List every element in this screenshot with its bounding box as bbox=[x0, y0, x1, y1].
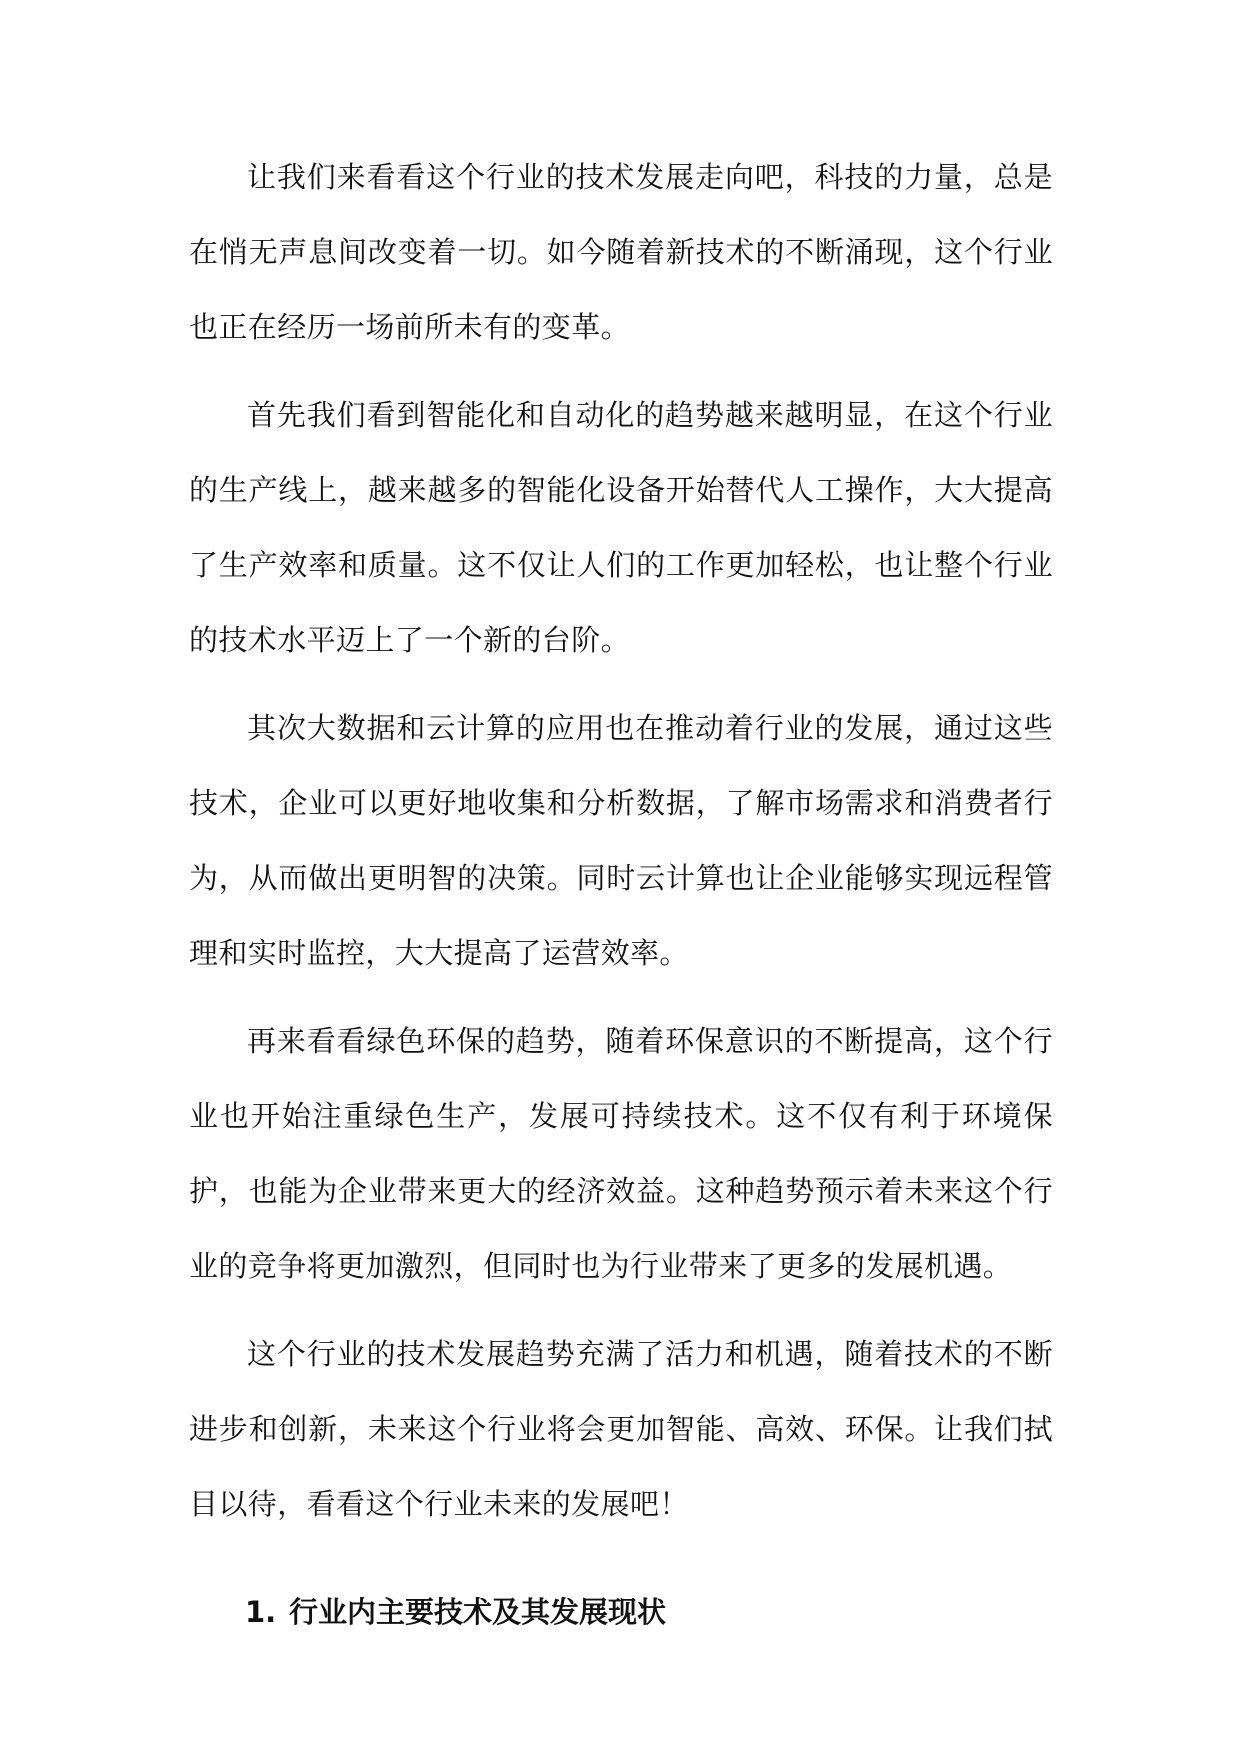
section-heading-text: 行业内主要技术及其发展现状 bbox=[289, 1595, 667, 1629]
document-body bbox=[189, 140, 1053, 1555]
paragraph-green-environment: 再来看看绿色环保的趋势，随着环保意识的不断提高，这个行业也开始注重绿色生产，发展可持续技术。这不仅有利于环境保护，也能为企业带来更大的经济效益。这种趋势预示着未来这个行业的竞争将更加激烈，但同时也为行业带来了更多的发展机遇。 bbox=[189, 1024, 1053, 1283]
section-heading bbox=[245, 1590, 666, 1634]
paragraph-tech-trend-intro: 让我们来看看这个行业的技术发展走向吧，科技的力量，总是在悄无声息间改变着一切。如今随着新技术的不断涌现，这个行业也正在经历一场前所未有的变革。 bbox=[189, 160, 1053, 344]
paragraph-conclusion: 这个行业的技术发展趋势充满了活力和机遇，随着技术的不断进步和创新，未来这个行业将会更加智能、高效、环保。让我们拭目以待，看看这个行业未来的发展吧！ bbox=[189, 1337, 1053, 1521]
section-heading-number: 1. bbox=[245, 1595, 277, 1629]
paragraph-automation: 首先我们看到智能化和自动化的趋势越来越明显，在这个行业的生产线上，越来越多的智能化设备开始替代人工操作，大大提高了生产效率和质量。这不仅让人们的工作更加轻松，也让整个行业的技术水平迈上了一个新的台阶。 bbox=[189, 398, 1053, 657]
paragraph-big-data-cloud: 其次大数据和云计算的应用也在推动着行业的发展，通过这些技术，企业可以更好地收集和分析数据，了解市场需求和消费者行为，从而做出更明智的决策。同时云计算也让企业能够实现远程管理和实时监控，大大提高了运营效率。 bbox=[189, 711, 1053, 970]
